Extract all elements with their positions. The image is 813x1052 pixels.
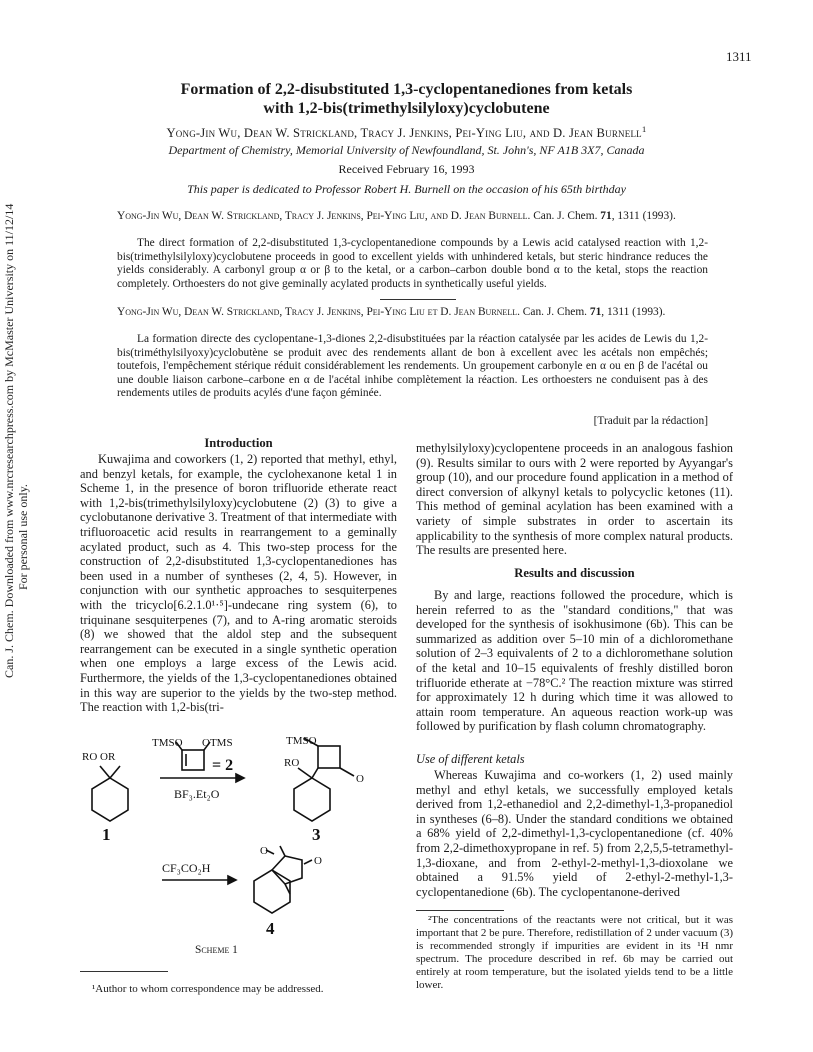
author-footnote-mark: 1: [641, 123, 647, 134]
abstract-fr-citation: [117, 306, 708, 320]
introduction-text: Kuwajima and coworkers (1, 2) reported that methyl, ethyl, and benzyl ketals, for example, the cyclohexanone ketal 1 in Scheme 1, in the presence of boron trifluoride etherate react with 1,2-bis(trimethylsilyloxy)cyclobutene (2) (3) to give a cyclobutanone derivative 3. Treatment of that intermediate with trifluoroacetic acid results in rearrangement to a geminally acylated product, such as 4. This two-step process for the construction of 2,2-disubstituted 1,3-cyclopentanediones has been used in a number of syntheses (2, 4, 5). However, in conjunction with our synthetic approaches to sesquiterpenes with the tricyclo[6.2.1.0¹·⁵]-undecane ring system (6), to triquinane sesquiterpenes (7), and to A-ring aromatic steroids (8) we showed that the aldol step and the subsequent rearrangement can be executed in a single synthetic operation when one employs a large excess of the Lewis acid. Furthermore, the yields of the 1,3-cyclopentanediones obtained in this way are superior to the yields by the two-step method. The reaction with 1,2-bis(tri-: [80, 452, 397, 715]
right-column-text-1: methylsilyloxy)cyclopentene proceeds in an analogous fashion (9). Results similar to ours with 2 were reported by Ayyangar's group (10), and our procedure found application in a method of direct conversion of alkynyl ketals to polycyclic ketones (11). This method of geminal acylation has been examined with a variety of simple substrates in order to ascertain its applicability to the synthesis of more complex natural products. The results are presented here.: [416, 441, 733, 558]
abstract-divider: [380, 299, 456, 300]
footnote-1: ¹Author to whom correspondence may be addressed.: [92, 983, 324, 995]
dedication: This paper is dedicated to Professor Robert H. Burnell on the occasion of his 65th birthday: [187, 182, 626, 196]
scheme-label-ro-or: RO OR: [82, 751, 116, 763]
abstract-fr-citation-tail: , 1311 (1993).: [601, 306, 666, 318]
abstract-en-body: The direct formation of 2,2-disubstituted 1,3-cyclopentanedione compounds by a Lewis acid catalysed reaction with 1,2-bis(trimethylsilyloxy)cyclobutene proceeds in good to excellent yields with unhindered ketals, but steric hindrance reduces the yields considerably. A carbonyl group α or β to the ketal, or a carbon–carbon double bond α to the ketal, stops the reaction completely. Orthoesters do not give geminally acylated products in synthetically useful yields.: [117, 237, 708, 290]
abstract-en-citation-authors: Yong-Jin Wu, Dean W. Strickland, Tracy J. Jenkins, Pei-Ying Liu, and D. Jean Burnell.: [117, 210, 531, 222]
results-heading: Results and discussion: [514, 566, 635, 580]
ketals-subheading: Use of different ketals: [416, 752, 525, 766]
scheme-label-o-left: O: [260, 845, 268, 857]
download-notice: [0, 203, 34, 780]
compound-4-cyclohexane: [254, 870, 290, 913]
page-number: 1311: [726, 49, 752, 64]
scheme-1-figure: [80, 732, 400, 937]
paper-title: [100, 80, 713, 118]
affiliation: Department of Chemistry, Memorial University of Newfoundland, St. John's, NF A1B 3X7, Canada: [168, 143, 645, 157]
results-text: By and large, reactions followed the procedure, which is herein referred to as the "standard conditions," that was developed for the synthesis of isokhusimone (6b). This can be summarized as addition over 5–10 min of a dichloromethane solution of 2–3 equivalents of 2 to a dichloromethane solution of the ketal and 10–15 equivalents of freshly distilled boron trifluoride etherate at −78°C.² The reaction mixture was stirred for approximately 12 h during which time it was allowed to attain room temperature. An aqueous reaction work-up was followed by purification by flash column chromatography.: [416, 588, 733, 734]
scheme-label-tmso: TMSO: [152, 737, 183, 749]
footnote-2: ²The concentrations of the reactants were not critical, but it was important that 2 be pure. Therefore, redistillation of 2 under vacuum (3) is recommended strongly if impurities are evident in its ¹H nmr spectrum. The procedure described in ref. 6b may be carried out entirely at room temperature, but the isolated yields tend to be a little lower.: [416, 914, 733, 991]
abstract-fr-citation-volume: 71: [589, 306, 602, 318]
compound-1-label: 1: [102, 825, 111, 844]
introduction-heading: Introduction: [204, 436, 273, 450]
abstract-en-citation: [117, 210, 708, 224]
abstract-fr-citation-authors: Yong-Jin Wu, Dean W. Strickland, Tracy J. Jenkins, Pei-Ying Liu et D. Jean Burnell.: [117, 306, 520, 318]
scheme-label-cf3co2h: CF₃CO₂H: [162, 861, 211, 875]
received-date: Received February 16, 1993: [338, 162, 475, 176]
abstract-en-citation-journal: Can. J. Chem.: [530, 210, 601, 222]
footnote-divider-left: [80, 971, 168, 972]
scheme-label-carbonyl-o: O: [356, 773, 364, 785]
authors-text: Yong-Jin Wu, Dean W. Strickland, Tracy J. Jenkins, Pei-Ying Liu, and D. Jean Burnell: [166, 126, 642, 140]
ketals-text: Whereas Kuwajima and co-workers (1, 2) used mainly methyl and ethyl ketals, we successfully employed ketals derived from 1,2-ethanediol and 2,2-dimethyl-1,3-propanediol in syntheses (6–8). Under the standard conditions we obtained a 68% yield of 2,2-dimethyl-1,3-cyclopentanedione (cf. 40% from 2,2-dimethoxypropane in ref. 5) from 2,2,5,5-tetramethyl-1,3-dioxane, and from 2-ethyl-2-methyl-1,3-dioxolane we obtained a 91.5% yield of 2-ethyl-2-methyl-1,3-cyclopentanedione (6b). The cyclopentanone-derived: [416, 768, 733, 899]
abstract-fr-body: La formation directe des cyclopentane-1,3-diones 2,2-disubstituées par la réaction catalysée par les acides de Lewis du 1,2-bis(triméthylsilyoxy)cyclobutène se produit avec des rendements allant de bon à excellent avec les acétals non empêchés; toutefois, l'empêchement stérique réduit considérablement les rendements. Un groupement carbonyle en α ou en β de l'acétal ou une double liaison carbone–carbone en α de l'acétal inhibe complètement la réaction. Les orthoesters ne conduisent pas à des rendements utiles de produits acylés d'une façon géminée.: [117, 333, 708, 400]
scheme-label-o-right: O: [314, 855, 322, 867]
scheme-label-bf3: BF₃.Et₂O: [174, 787, 220, 801]
compound-3-ring: [294, 778, 330, 821]
translation-credit: [Traduit par la rédaction]: [593, 415, 708, 427]
abstract-en-citation-tail: , 1311 (1993).: [611, 210, 676, 222]
download-notice-line2: For personal use only.: [16, 484, 30, 590]
footnote-divider-right: [416, 910, 504, 911]
compound-3-label: 3: [312, 825, 321, 844]
scheme-caption: Scheme 1: [195, 944, 238, 956]
scheme-label-eq2: = 2: [212, 757, 234, 774]
scheme-label-ro-product: RO: [284, 757, 300, 769]
compound-4-label: 4: [266, 919, 275, 937]
abstract-en-citation-volume: 71: [600, 210, 612, 222]
author-list: [80, 123, 733, 141]
scheme-label-tmso-product: TMSO: [286, 735, 317, 747]
title-line-1: Formation of 2,2-disubstituted 1,3-cyclopentanediones from ketals: [180, 81, 633, 98]
download-notice-line1: Can. J. Chem. Downloaded from www.nrcresearchpress.com by McMaster University on 11/12/14: [2, 203, 16, 678]
abstract-fr-citation-journal: Can. J. Chem.: [519, 306, 590, 318]
compound-1-ring: [92, 778, 128, 821]
scheme-label-otms: OTMS: [202, 737, 233, 749]
title-line-2: with 1,2-bis(trimethylsilyloxy)cyclobutene: [263, 100, 550, 117]
